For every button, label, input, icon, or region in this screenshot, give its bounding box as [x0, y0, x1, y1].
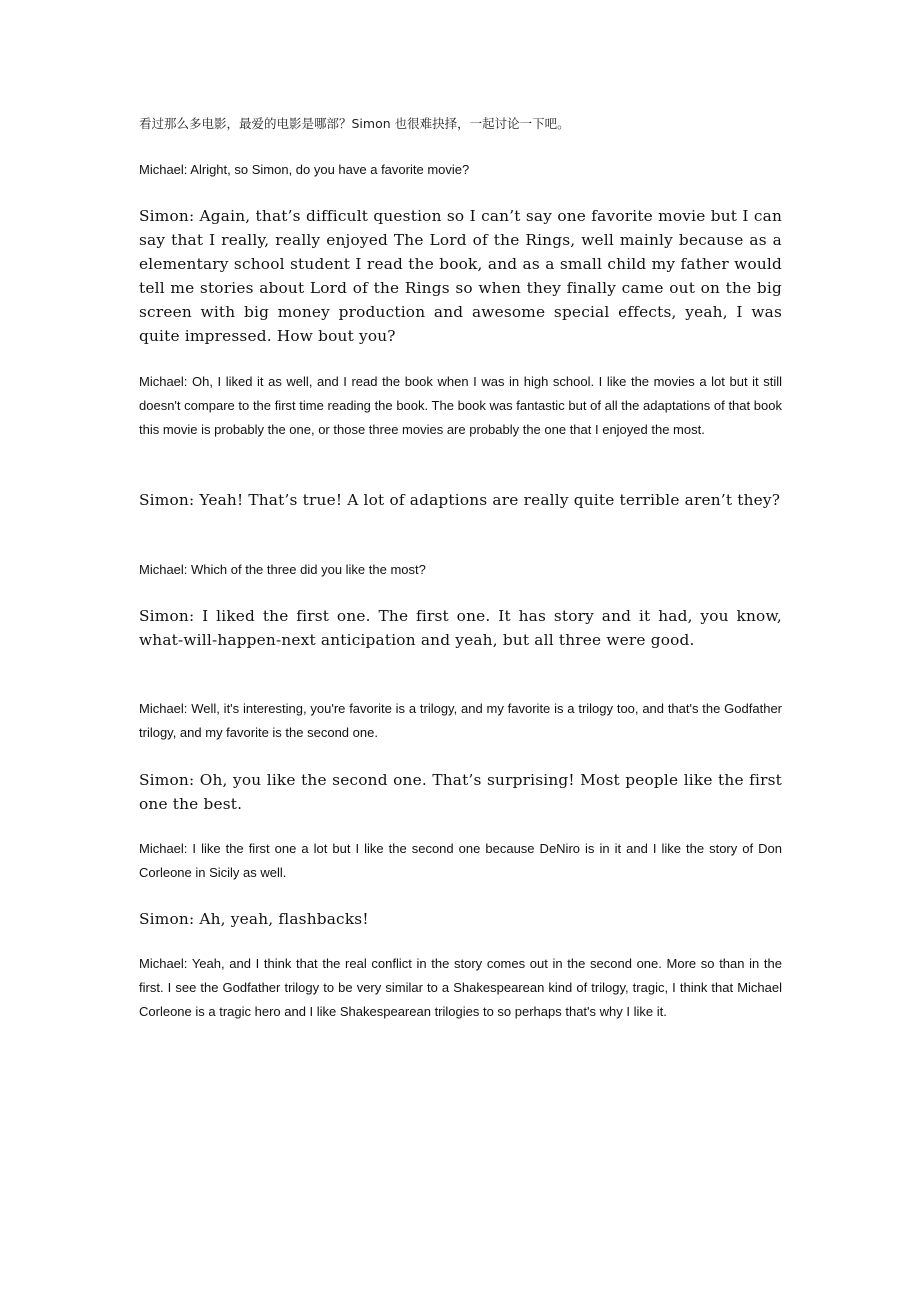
intro-text: 看过那么多电影，最爱的电影是哪部？Simon 也很难抉择，一起讨论一下吧。 — [139, 116, 570, 131]
dialogue-simon: Simon: Oh, you like the second one. That’s surprising! Most people like the first one the best. — [139, 771, 782, 813]
dialogue-michael: Michael: I like the first one a lot but I like the second one because DeNiro is in it and I like the story of Don Corleone in Sicily as well. — [139, 841, 782, 880]
dialogue-michael: Michael: Oh, I liked it as well, and I read the book when I was in high school. I like the movies a lot but it still doesn't compare to the first time reading the book. The book was fantastic but of all the adaptations of that book this movie is probably the one, or those three movies are probably the one that I enjoyed the most. — [139, 374, 782, 437]
dialogue-simon: Simon: I liked the first one. The first one. It has story and it had, you know, what-will-happen-next anticipation and yeah, but all three were good. — [139, 607, 782, 649]
dialogue-simon: Simon: Yeah! That’s true! A lot of adaptions are really quite terrible aren’t they? — [139, 491, 781, 509]
dialogue-michael: Michael: Well, it's interesting, you're favorite is a trilogy, and my favorite is a trilogy too, and that's the Godfather trilogy, and my favorite is the second one. — [139, 701, 782, 740]
dialogue-michael: Michael: Alright, so Simon, do you have a favorite movie? — [139, 162, 470, 177]
dialogue-michael: Michael: Yeah, and I think that the real conflict in the story comes out in the second one. More so than in the first. I see the Godfather trilogy to be very similar to a Shakespearean kind of trilogy, tragic, I think that Michael Corleone is a tragic hero and I like Shakespearean trilogies to so perhaps that's why I like it. — [139, 956, 782, 1019]
dialogue-simon: Simon: Ah, yeah, flashbacks! — [139, 910, 369, 928]
dialogue-simon: Simon: Again, that’s difficult question so I can’t say one favorite movie but I can say that I really, really enjoyed The Lord of the Rings, well mainly because as a elementary school student I read the book, and as a small child my father would tell me stories about Lord of the Rings so when they finally came out on the big screen with big money production and awesome special effects, yeah, I was quite impressed. How bout you? — [139, 207, 782, 345]
dialogue-michael: Michael: Which of the three did you like the most? — [139, 562, 426, 577]
